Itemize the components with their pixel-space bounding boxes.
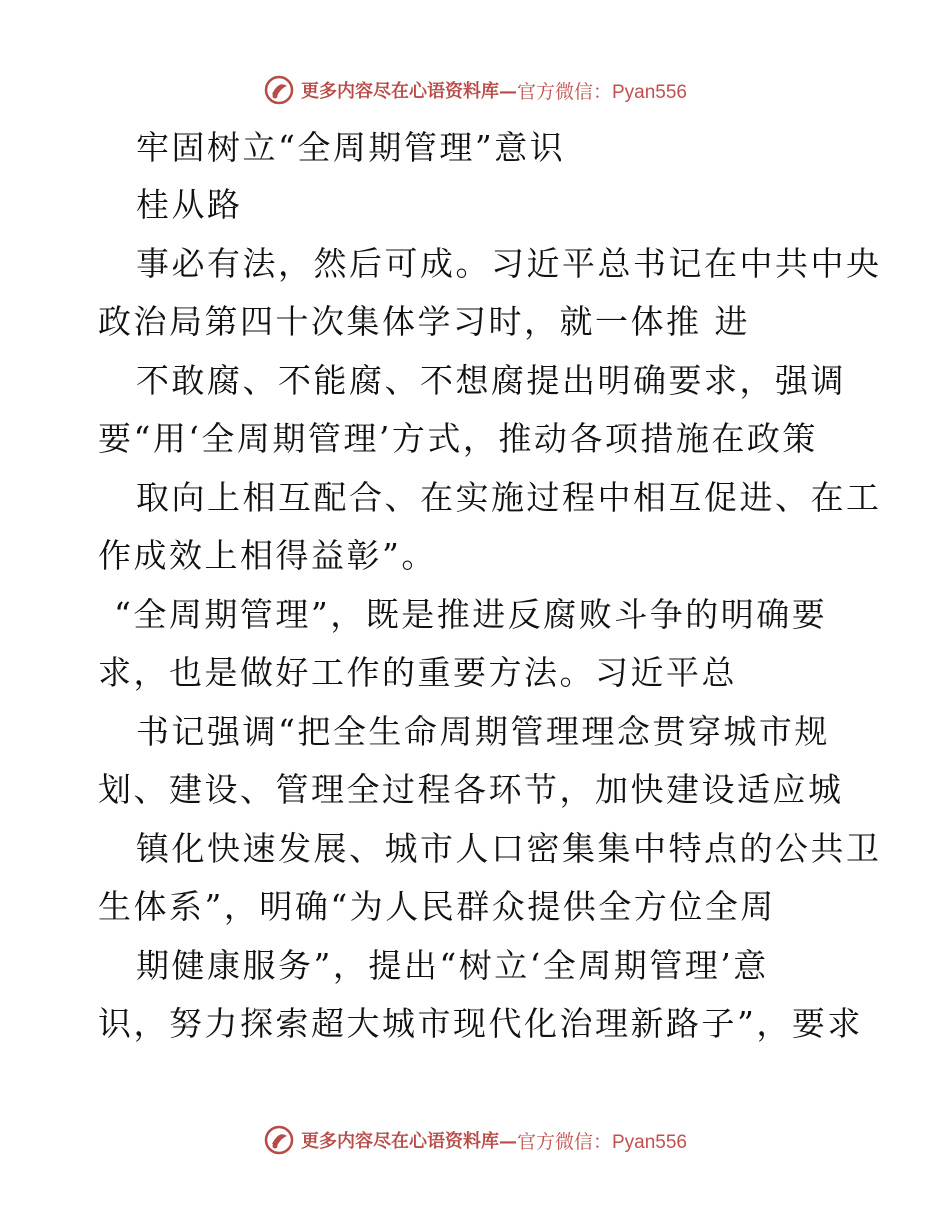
- logo-icon: [263, 74, 295, 106]
- text-line: 识，努力探索超大城市现代化治理新路子”，要求: [98, 1004, 863, 1043]
- article-author: 桂从路: [136, 185, 243, 224]
- text-line: 不敢腐、不能腐、不想腐提出明确要求，强调: [136, 361, 846, 400]
- article-title: 牢固树立“全周期管理”意识: [136, 128, 566, 167]
- text-line: 作成效上相得益彰”。: [98, 536, 437, 575]
- watermark-wechat: 官方微信：Pyan556: [516, 1131, 687, 1153]
- watermark-wechat: 官方微信：Pyan556: [516, 81, 687, 103]
- text-line: 镇化快速发展、城市人口密集集中特点的公共卫: [136, 829, 882, 868]
- header-watermark: [0, 72, 950, 108]
- footer-watermark: [0, 1122, 950, 1158]
- text-line: 事必有法，然后可成。习近平总书记在中共中央: [136, 244, 882, 283]
- text-line: 政治局第四十次集体学习时，就一体推 进: [98, 302, 750, 341]
- text-line: 要“用‘全周期管理’方式，推动各项措施在政策: [98, 419, 818, 458]
- text-line: 划、建设、管理全过程各环节，加快建设适应城: [98, 770, 844, 809]
- watermark-text: 更多内容尽在心语资料库—: [300, 1131, 517, 1152]
- text-line: 取向上相互配合、在实施过程中相互促进、在工: [136, 478, 882, 517]
- text-line: 生体系”，明确“为人民群众提供全方位全周: [98, 887, 776, 926]
- text-line: 书记强调“把全生命周期管理理念贯穿城市规: [136, 712, 830, 751]
- watermark-text: 更多内容尽在心语资料库—: [300, 81, 517, 102]
- text-line: “全周期管理”，既是推进反腐败斗争的明确要: [114, 595, 828, 634]
- logo-icon: [263, 1124, 295, 1156]
- text-line: 求，也是做好工作的重要方法。习近平总: [98, 653, 737, 692]
- text-line: 期健康服务”，提出“树立‘全周期管理’意: [136, 946, 769, 985]
